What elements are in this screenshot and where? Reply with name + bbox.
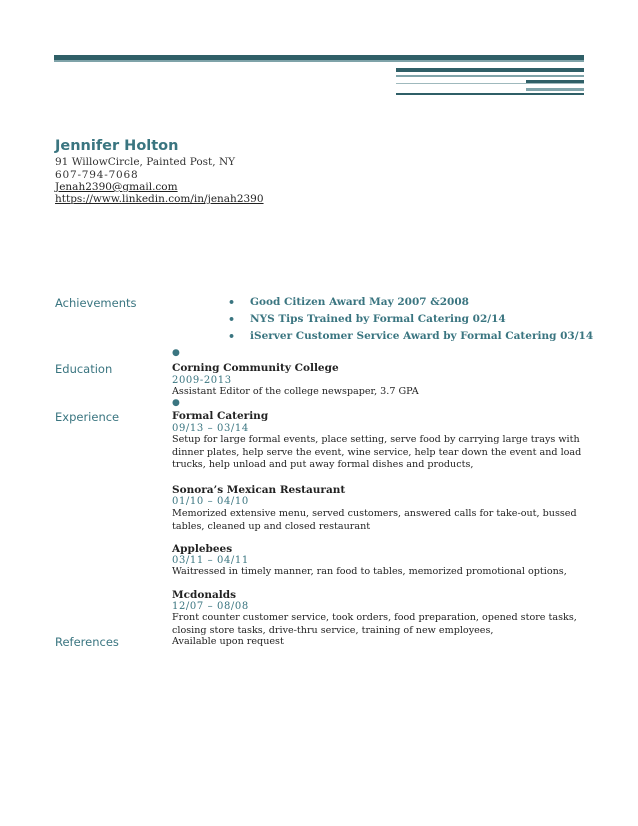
job-description: Memorized extensive menu, served customers, answered calls for take-out, bussed tables, cleaned up and closed restaurant — [172, 508, 577, 532]
job-description: Front counter customer service, took orders, food preparation, opened store tasks, closing store tasks, drive-thru service, training of new employees, — [172, 612, 577, 636]
header-accent-bar — [526, 88, 584, 91]
references-text: Available upon request — [172, 636, 284, 647]
employment-dates: 12/07 – 08/08 — [172, 601, 249, 612]
employment-dates: 09/13 – 03/14 — [172, 423, 249, 434]
list-item: • NYS Tips Trained by Formal Catering 02/14 — [228, 313, 593, 330]
education-dates: 2009-2013 — [172, 375, 232, 386]
section-heading-references: References — [55, 635, 119, 649]
linkedin-link[interactable]: https://www.linkedin.com/in/jenah2390 — [55, 193, 264, 205]
employment-dates: 01/10 – 04/10 — [172, 496, 249, 507]
job-description: Setup for large formal events, place setting, serve food by carrying large trays with dinner plates, help serve the event, wine service, help tear down the event and load trucks, help unload and put away formal dishes and products, — [172, 434, 582, 471]
list-item: • Good Citizen Award May 2007 &2008 — [228, 296, 593, 313]
header-accent-bar — [396, 83, 584, 84]
list-item: • iServer Customer Service Award by Formal Catering 03/14 — [228, 330, 593, 347]
header-accent-bar — [396, 93, 584, 95]
bullet-icon: ● — [172, 348, 180, 358]
header-bar-light — [54, 60, 584, 62]
employer-name: Formal Catering — [172, 410, 269, 422]
bullet-icon: ● — [172, 398, 180, 408]
section-heading-education: Education — [55, 362, 113, 376]
job-description: Waitressed in timely manner, ran food to tables, memorized promotional options, — [172, 566, 567, 577]
employer-name: Applebees — [172, 543, 233, 555]
phone: 607-794-7068 — [55, 169, 139, 181]
applicant-name: Jennifer Holton — [55, 138, 179, 154]
education-detail: Assistant Editor of the college newspaper, 3.7 GPA — [172, 386, 419, 397]
section-heading-achievements: Achievements — [55, 296, 137, 310]
header-accent-bar — [396, 68, 584, 72]
header-accent-bar — [396, 75, 584, 77]
school-name: Corning Community College — [172, 362, 339, 374]
achievements-list — [228, 296, 593, 347]
employer-name: Sonora’s Mexican Restaurant — [172, 484, 346, 496]
address: 91 WillowCircle, Painted Post, NY — [55, 156, 236, 168]
section-heading-experience: Experience — [55, 410, 120, 424]
employer-name: Mcdonalds — [172, 589, 237, 601]
email-link[interactable]: Jenah2390@gmail.com — [55, 181, 178, 193]
employment-dates: 03/11 – 04/11 — [172, 555, 249, 566]
